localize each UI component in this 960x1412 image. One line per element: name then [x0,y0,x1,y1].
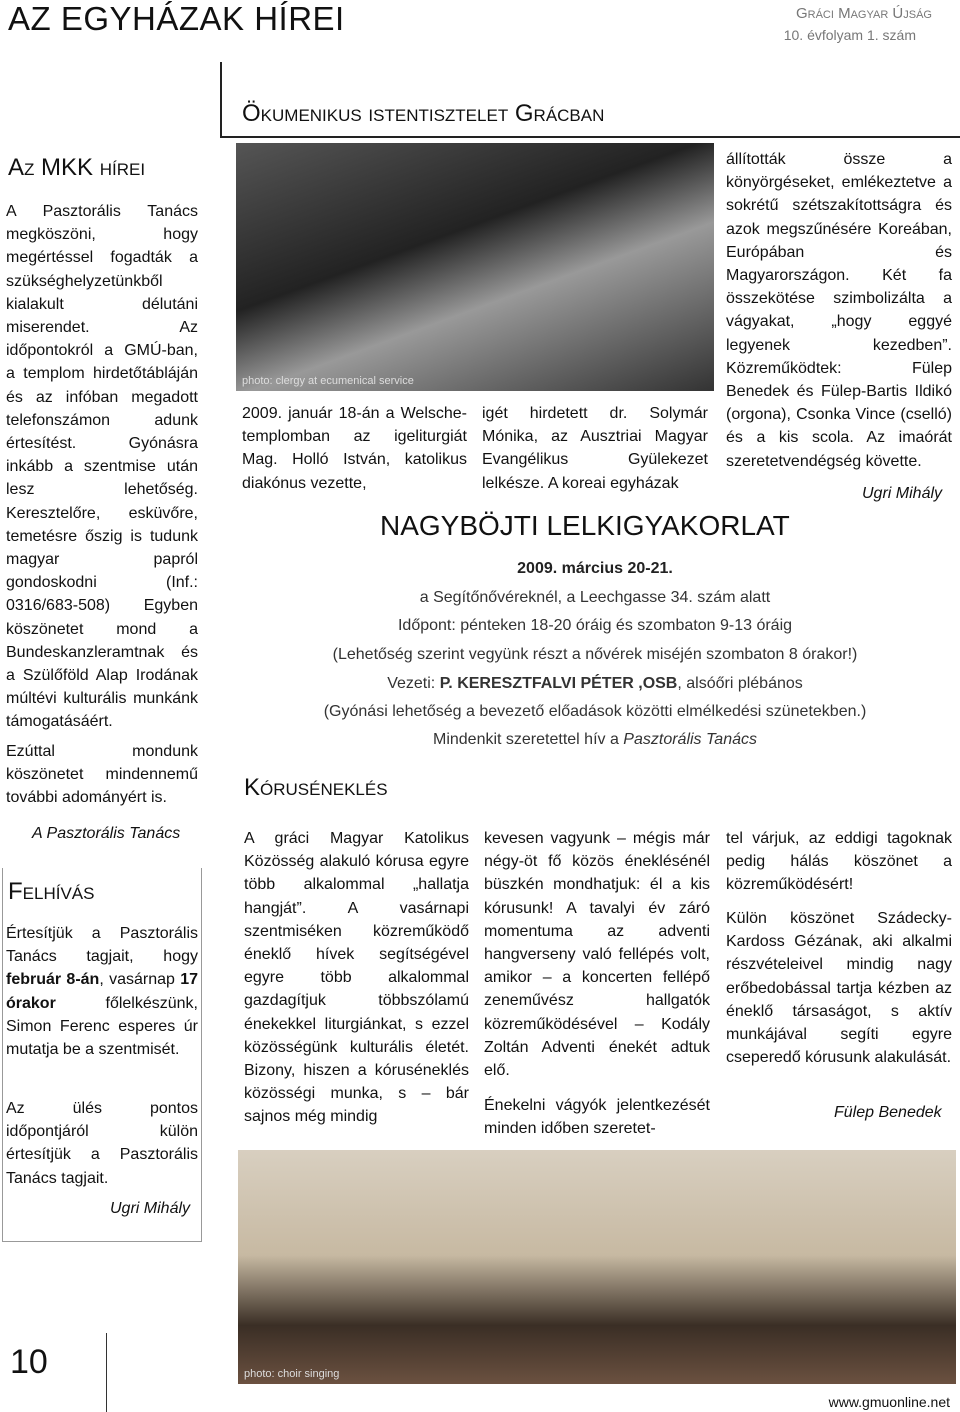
korus-col2b: Énekelni vágyók jelentkezését minden időben szeretet- [484,1097,710,1138]
okumenikus-col1: 2009. január 18-án a Welsche-templomban az igeliturgiát Mag. Holló István, katolikus diakónus vezette, [242,405,467,492]
mkk-title: Az MKK hírei [8,154,146,181]
okumenikus-title: Ökumenikus istentisztelet Grácban [242,100,605,127]
felhivas-paragraph [6,922,198,1061]
korus-col1: A gráci Magyar Katolikus Közösség alakuló kórusa egyre több alkalommal „hallatja hangját”. A vasárnapi szentmiséken közreműködő éneklő hívek segítségével egyre több alkalommal gazdagítjuk többszólamú énekekkel liturgiánkat, s ezzel közösségünk kulturális életét. Bizony, hiszen a kóruséneklés közösségi munka, s – bár sajnos még mindig [244,830,469,1126]
okumenikus-photo-caption: photo: clergy at ecumenical service [242,375,414,387]
felhivas-signature: Ugri Mihály [110,1200,191,1217]
lelkigyakorlat-title: NAGYBÖJTI LELKIGYAKORLAT [380,510,790,541]
lelkigyakorlat-time: Időpont: pénteken 18-20 óráig és szombaton 9-13 óráig [397,617,793,634]
leader-label: Vezeti: [387,675,440,692]
mkk-signature: A Pasztorális Tanács [32,825,181,842]
lelkigyakorlat-confession: (Gyónási lehetőség a bevezető előadások közötti elmélkedési szünetekben.) [323,703,867,720]
header-divider-horizontal [220,136,960,138]
korus-photo [238,1150,956,1384]
lelkigyakorlat-place: a Segítőnővéreknél, a Leechgasse 34. szám alatt [419,589,771,606]
lelkigyakorlat-note: (Lehetőség szerint vegyünk részt a nővérek miséjén szombaton 8 órakor!) [332,646,858,663]
korus-signature: Fülep Benedek [834,1104,942,1121]
lelkigyakorlat-invite [230,726,960,755]
invite-text: Mindenkit szeretettel hív a [432,731,624,748]
lelkigyakorlat-date: 2009. március 20-21. [517,560,673,577]
felhivas-text-a: Értesítjük a Pasztorális Tanács tagjait, hogy [6,925,198,966]
okumenikus-col3: állították össze a könyörgéseket, emlékeztetve a sokrétű szétszakítottságra és azok megszűnésére Koreában, Európában és Magyarországon. Két fa összekötése szimbolizálta a vágyakat, „hogy eggyé legyenek kezedben”. Közreműködtek: Fülep Benedek és Fülep-Bartis Ildikó (orgona), Csonka Vince (cselló) és a kis scola. Az imaórát szeretetvendégség követte. [726,151,952,470]
felhivas-date: február 8-án [6,971,100,989]
website-link[interactable]: www.gmuonline.net [828,1394,950,1410]
leader-name: P. KERESZTFALVI PÉTER ,OSB [439,675,678,692]
masthead: AZ EGYHÁZAK HÍREI [8,0,345,37]
leader-role: , alsóőri plébános [677,675,803,692]
felhivas-time: 17 órakor [6,971,198,1012]
okumenikus-col2: igét hirdetett dr. Solymár Mónika, az Ausztriai Magyar Evangélikus Gyülekezet lelkésze. A koreai egyházak [482,405,708,492]
lelkigyakorlat-leader [230,670,960,699]
paper-name: Gráci Magyar Újság [795,5,932,22]
okumenikus-signature: Ugri Mihály [862,485,943,502]
issue-number: 10. évfolyam 1. szám [783,27,916,43]
felhivas-paragraph-2: Az ülés pontos időpontjáról külön értesítjük a Pasztorális Tanács tagjait. [6,1100,198,1187]
korus-col3b: Külön köszönet Szádecky-Kardoss Gézának, aki alkalmi részvételeivel mindig nagy erőbedobással tartja kézben az éneklő társaságot, s aktív munkájával segíti egyre cseperedő kórusunk alakulását. [726,910,952,1067]
felhivas-title: Felhívás [8,878,95,905]
footer-divider [106,1333,107,1412]
mkk-body: A Pasztorális Tanács megköszöni, hogy megértéssel fogadták a szükséghelyzetünkből kialakult délutáni miserendet. Az időpontokról a GMÚ-ban, a templom hirdetőtábláján és az infóban megadott telefonszámon adunk értesítést. Gyónásra inkább a szentmise után lesz lehetőség. Keresztelőre, esküvőre, temetésre őszig is tudunk magyar papról gondoskodni (Inf.: 0316/683-508) Egyben köszönetet mond a Bundeskanzleramtnak és a Szülőföld Alap Irodának múltévi kulturális munkánk támogatásáért. [6,203,198,731]
korus-title: Kóruséneklés [244,774,388,801]
okumenikus-photo [236,143,714,391]
korus-col2a: kevesen vagyunk – mégis már négy-öt fő közös éneklésénél büszkén mondhatjuk: él a kis kórusunk! A tavalyi év záró momentuma az adventi hangverseny való fellépés volt, amikor – a koncerten fellépő zeneművész hallgatók közreműködésével – Kodály Zoltán Adventi énekét adtuk elő. [484,830,710,1080]
felhivas-text-b: , vasárnap [99,971,181,989]
mkk-thanks: Ezúttal mondunk köszönetet mindennemű további adományért is. [6,743,198,807]
invite-organizer: Pasztorális Tanács [623,731,757,748]
korus-col3a: tel várjuk, az eddigi tagoknak pedig hálás köszönet a közreműködésért! [726,830,952,894]
page-number: 10 [10,1343,48,1381]
felhivas-text-c: főlelkészünk, Simon Ferenc esperes úr mutatja be a szentmisét. [6,994,198,1059]
header-divider-vertical [220,62,222,138]
korus-photo-caption: photo: choir singing [244,1368,340,1380]
